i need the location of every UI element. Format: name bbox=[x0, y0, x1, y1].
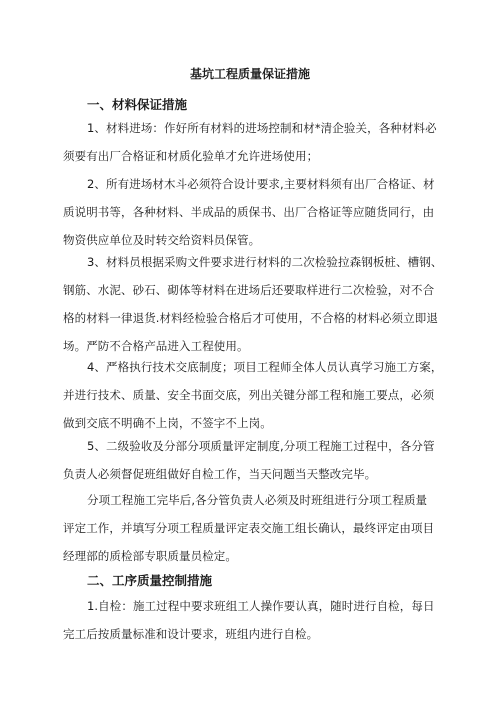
text-line: 格的材料一律退货.材料经检验合格后才可使用，不合格的材料必须立即退 bbox=[63, 311, 438, 325]
text-line: 并进行技术、质量、安全书面交底，列出关键分部工程和施工要点，必须 bbox=[63, 388, 435, 402]
text-line: 评定工作，并填写分项工程质量评定表交施工组长确认，最终评定由项目 bbox=[63, 521, 435, 535]
text-line: 1.自检：施工过程中要求班组工人操作要认真，随时进行自检，每日 bbox=[87, 599, 435, 613]
text-line: 经理部的质检部专职质量员检定。 bbox=[63, 549, 237, 563]
text-line: 5、二级验收及分部分项质量评定制度,分项工程施工过程中，各分管 bbox=[87, 439, 435, 453]
paragraph-self-inspection bbox=[63, 592, 437, 648]
text-line: 物资供应单位及时转交给资料员保管。 bbox=[63, 233, 261, 247]
text-line: 做到交底不明确不上岗，不签字不上岗。 bbox=[63, 416, 272, 430]
text-line: 1、材料进场：作好所有材料的进场控制和材*清企验关，各种材料必 bbox=[87, 121, 437, 135]
section-heading-process: 二、工序质量控制措施 bbox=[87, 573, 213, 588]
document-title: 基坑工程质量保证措施 bbox=[189, 67, 310, 81]
paragraph-material-entry bbox=[63, 114, 437, 170]
text-line: 须要有出厂合格证和材质化验单才允许进场使用； bbox=[63, 149, 319, 163]
text-line: 4、严格执行技术交底制度；项目工程师全体人员认真学习施工方案， bbox=[87, 360, 443, 374]
text-line: 3、材料员根据采购文件要求进行材料的二次检验拉森钢板桩、槽钢、 bbox=[87, 255, 443, 269]
paragraph-secondary-inspection bbox=[63, 248, 443, 360]
text-line: 分项工程施工完毕后,各分管负责人必须及时班组进行分项工程质量 bbox=[87, 493, 428, 507]
text-line: 负责人必须督促班组做好自检工作，当天问题当天整改完毕。 bbox=[63, 467, 377, 481]
paragraph-technical-briefing bbox=[63, 353, 443, 437]
text-line: 钢筋、水泥、砂石、砌体等材料在进场后还要取样进行二次检验，对不合 bbox=[63, 283, 435, 297]
paragraph-quality-evaluation bbox=[63, 432, 437, 488]
paragraph-material-certificates bbox=[63, 170, 437, 254]
text-line: 2、所有进场材木斗必须符合设计要求,主要材料须有出厂合格证、材 bbox=[87, 177, 435, 191]
text-line: 质说明书等，各种材料、半成品的质保书、出厂合格证等应随货同行，由 bbox=[63, 205, 435, 219]
text-line: 完工后按质量标准和设计要求，班组内进行自检。 bbox=[63, 627, 319, 641]
section-heading-materials: 一、材料保证措施 bbox=[87, 97, 188, 112]
text-line: 场。严防不合格产品进入工程使用。 bbox=[63, 339, 249, 353]
paragraph-subitem-completion bbox=[63, 486, 437, 570]
